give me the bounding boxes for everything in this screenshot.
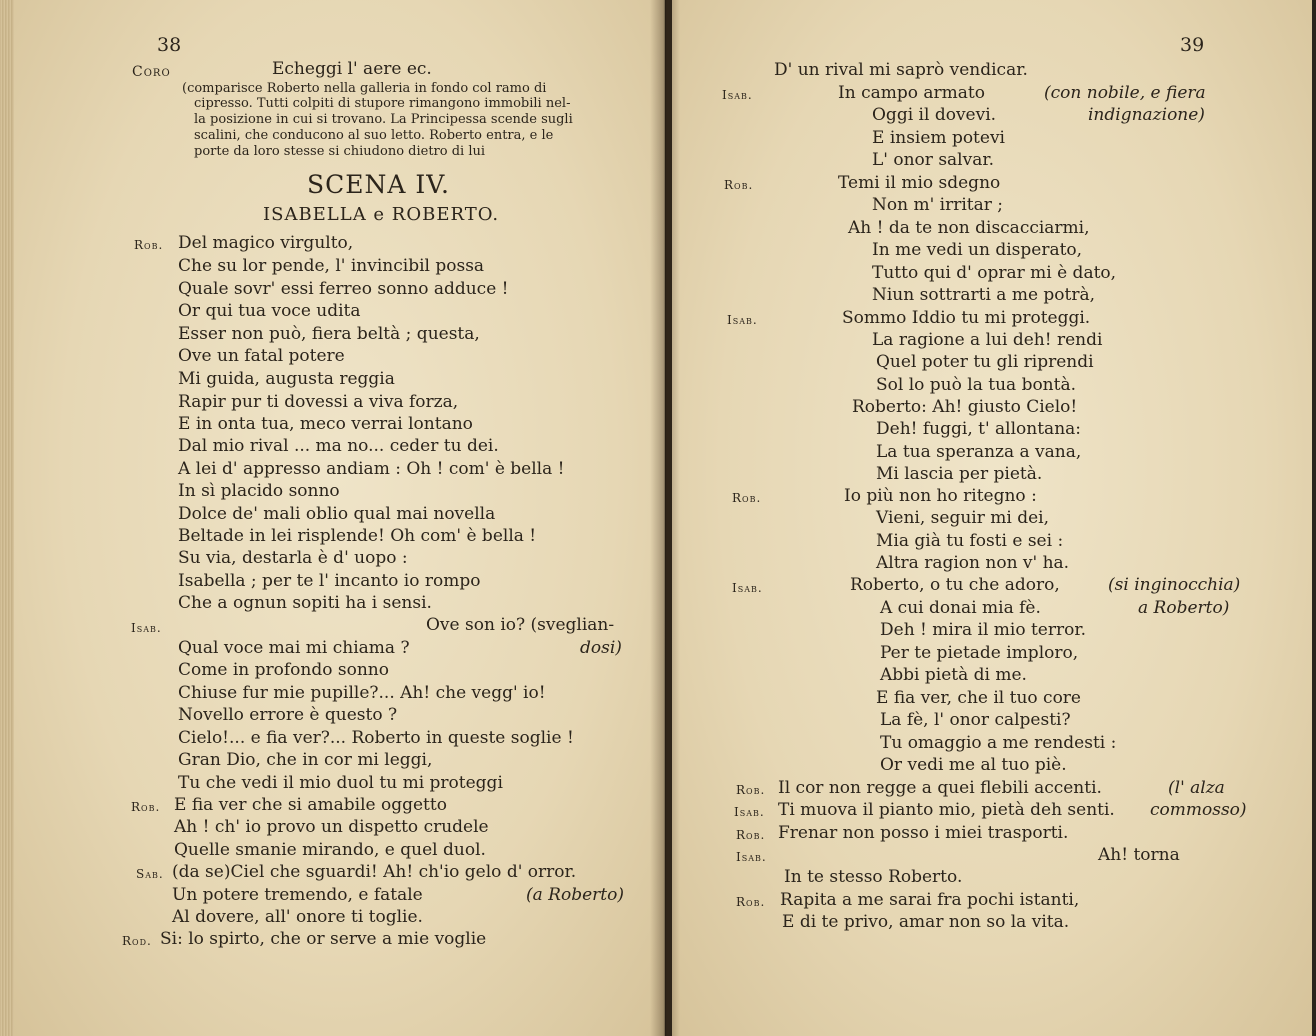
left-page — [14, 0, 665, 1036]
verse-line: Il cor non regge a quei flebili accenti. — [778, 778, 1102, 798]
verse-line: Novello errore è questo ? — [178, 705, 398, 725]
verse-line: Ove un fatal potere — [178, 346, 345, 366]
speaker-label: Isab. — [734, 805, 765, 819]
verse-line: E in onta tua, meco verrai lontano — [178, 414, 473, 434]
verse-line: Rapita a me sarai fra pochi istanti, — [780, 890, 1080, 910]
verse-line: Un potere tremendo, e fatale — [172, 885, 423, 905]
speaker-label: Isab. — [727, 313, 758, 327]
verse-line: Gran Dio, che in cor mi leggi, — [178, 750, 433, 770]
verse-line: E di te privo, amar non so la vita. — [782, 912, 1070, 932]
speaker-label: Isab. — [131, 621, 162, 635]
verse-line: (da se)Ciel che sguardi! Ah! ch'io gelo d' orror. — [172, 862, 577, 882]
stage-direction: la posizione in cui si trovano. La Principessa scende sugli — [194, 112, 573, 127]
verse-line: Mi guida, augusta reggia — [178, 369, 395, 389]
verse-line: Che su lor pende, l' invincibil possa — [178, 256, 485, 276]
verse-line: Ah! torna — [1098, 845, 1180, 865]
verse-line: Tu che vedi il mio duol tu mi proteggi — [178, 773, 503, 793]
stage-direction: dosi) — [580, 638, 622, 658]
verse-line: Temi il mio sdegno — [838, 173, 1001, 193]
verse-line: Io più non ho ritegno : — [844, 486, 1037, 506]
stage-direction: scalini, che conducono al suo letto. Roberto entra, e le — [194, 128, 554, 143]
verse-line: Su via, destarla è d' uopo : — [178, 548, 408, 568]
verse-line: La tua speranza a vana, — [876, 442, 1082, 462]
verse-line: Sol lo può la tua bontà. — [876, 375, 1076, 395]
verse-line: Al dovere, all' onore ti toglie. — [172, 907, 423, 927]
speaker-label: Rob. — [736, 895, 766, 909]
speaker-label: Coro — [132, 64, 171, 80]
verse-line: Quale sovr' essi ferreo sonno adduce ! — [178, 279, 509, 299]
verse-line: Frenar non posso i miei trasporti. — [778, 823, 1069, 843]
verse-line: D' un rival mi saprò vendicar. — [774, 60, 1028, 80]
verse-line: Or vedi me al tuo piè. — [880, 755, 1067, 775]
verse-line: E fia ver, che il tuo core — [876, 688, 1081, 708]
stage-direction: commosso) — [1150, 800, 1247, 820]
verse-line: Roberto, o tu che adoro, — [850, 575, 1060, 595]
speaker-label: Sab. — [136, 867, 164, 881]
verse-line: Ti muova il pianto mio, pietà deh senti. — [778, 800, 1115, 820]
speaker-label: Rob. — [736, 783, 766, 797]
stage-direction: cipresso. Tutti colpiti di stupore rimangono immobili nel- — [194, 96, 571, 111]
verse-line: Deh ! mira il mio terror. — [880, 620, 1087, 640]
speaker-label: Isab. — [732, 581, 763, 595]
verse-line: Chiuse fur mie pupille?... Ah! che vegg' io! — [178, 683, 546, 703]
verse-line: Non m' irritar ; — [872, 195, 1004, 215]
verse-line: Altra ragion non v' ha. — [876, 553, 1070, 573]
verse-line: Beltade in lei risplende! Oh com' è bella ! — [178, 526, 537, 546]
verse-line: E insiem potevi — [872, 128, 1005, 148]
speaker-label: Rob. — [732, 491, 762, 505]
book-gutter — [650, 0, 680, 1036]
verse-line: Ah ! da te non discacciarmi, — [848, 218, 1090, 238]
verse-line: Si: lo spirto, che or serve a mie voglie — [160, 929, 487, 949]
verse-line: Dal mio rival ... ma no... ceder tu dei. — [178, 436, 499, 456]
verse-line: Sommo Iddio tu mi proteggi. — [842, 308, 1091, 328]
verse-line: Per te pietade imploro, — [880, 643, 1079, 663]
page-number: 39 — [1180, 34, 1205, 56]
verse-line: La ragione a lui deh! rendi — [872, 330, 1103, 350]
speaker-label: Rob. — [736, 828, 766, 842]
speaker-label: Rob. — [724, 178, 754, 192]
verse-line: Tutto qui d' oprar mi è dato, — [872, 263, 1117, 283]
verse-line: A lei d' appresso andiam : Oh ! com' è bella ! — [178, 459, 565, 479]
scene-characters: ISABELLA e ROBERTO. — [263, 204, 500, 225]
stage-direction: indignazione) — [1088, 105, 1205, 125]
stage-direction: (si inginocchia) — [1108, 575, 1241, 595]
verse-line: In campo armato — [838, 83, 985, 103]
verse-line: Tu omaggio a me rendesti : — [880, 733, 1117, 753]
verse-line: Ove son io? (sveglian- — [426, 615, 615, 635]
verse-line: A cui donai mia fè. — [880, 598, 1041, 618]
stage-direction: (con nobile, e fiera — [1044, 83, 1206, 103]
verse-line: Oggi il dovevi. — [872, 105, 997, 125]
right-page — [672, 0, 1312, 1036]
speaker-label: Isab. — [736, 850, 767, 864]
verse-line: Echeggi l' aere ec. — [272, 59, 432, 79]
verse-line: Esser non può, fiera beltà ; questa, — [178, 324, 480, 344]
verse-line: La fè, l' onor calpesti? — [880, 710, 1071, 730]
verse-line: Mia già tu fosti e sei : — [876, 531, 1064, 551]
stage-direction: (l' alza — [1168, 778, 1225, 798]
speaker-label: Rob. — [134, 238, 164, 252]
verse-line: In me vedi un disperato, — [872, 240, 1083, 260]
verse-line: In sì placido sonno — [178, 481, 340, 501]
page-number: 38 — [157, 34, 182, 56]
stage-direction: (comparisce Roberto nella galleria in fondo col ramo di — [182, 81, 547, 96]
verse-line: L' onor salvar. — [872, 150, 995, 170]
verse-line: Isabella ; per te l' incanto io rompo — [178, 571, 481, 591]
stage-direction: (a Roberto) — [526, 885, 624, 905]
stage-direction: porte da loro stesse si chiudono dietro di lui — [194, 144, 486, 159]
verse-line: Come in profondo sonno — [178, 660, 389, 680]
verse-line: Roberto: Ah! giusto Cielo! — [852, 397, 1078, 417]
verse-line: Cielo!... e fia ver?... Roberto in queste soglie ! — [178, 728, 574, 748]
verse-line: Qual voce mai mi chiama ? — [178, 638, 410, 658]
verse-line: Mi lascia per pietà. — [876, 464, 1043, 484]
verse-line: Vieni, seguir mi dei, — [876, 508, 1049, 528]
verse-line: Quel poter tu gli riprendi — [876, 352, 1094, 372]
verse-line: Abbi pietà di me. — [880, 665, 1027, 685]
stage-direction: a Roberto) — [1138, 598, 1230, 618]
verse-line: In te stesso Roberto. — [784, 867, 963, 887]
verse-line: Rapir pur ti dovessi a viva forza, — [178, 392, 459, 412]
verse-line: Dolce de' mali oblio qual mai novella — [178, 504, 496, 524]
verse-line: Del magico virgulto, — [178, 233, 354, 253]
speaker-label: Rob. — [131, 800, 161, 814]
verse-line: Ah ! ch' io provo un dispetto crudele — [174, 817, 489, 837]
verse-line: E fia ver che si amabile oggetto — [174, 795, 447, 815]
verse-line: Niun sottrarti a me potrà, — [872, 285, 1096, 305]
scene-title: SCENA IV. — [307, 170, 450, 199]
speaker-label: Rod. — [122, 934, 152, 948]
verse-line: Deh! fuggi, t' allontana: — [876, 419, 1082, 439]
verse-line: Quelle smanie mirando, e quel duol. — [174, 840, 486, 860]
speaker-label: Isab. — [722, 88, 753, 102]
verse-line: Or qui tua voce udita — [178, 301, 361, 321]
verse-line: Che a ognun sopiti ha i sensi. — [178, 593, 432, 613]
